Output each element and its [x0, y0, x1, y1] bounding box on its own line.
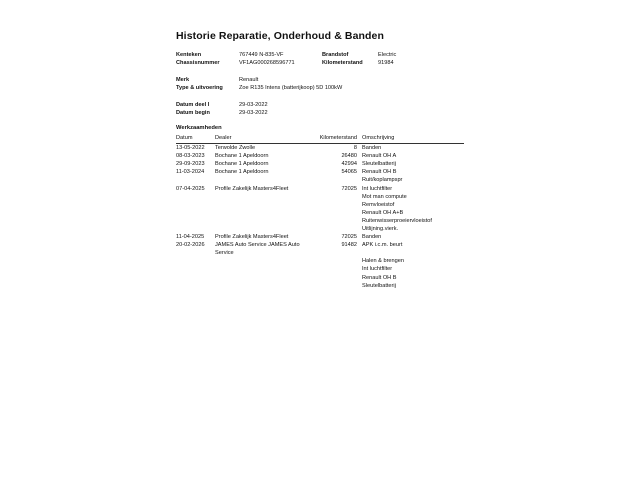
row-dealer: Profile Zakelijk Masters4Fleet [215, 234, 289, 241]
row-omschrijving: Renault OH A [362, 153, 397, 160]
merk-label: Merk [176, 77, 190, 83]
kenteken-label: Kenteken [176, 52, 202, 58]
row-omschrijving: Sleutelbatterij [362, 161, 396, 168]
row-omschrijving: Mot man compute [362, 193, 407, 200]
table-row [176, 242, 464, 291]
row-omschrijving: Int luchtfilter [362, 185, 393, 192]
kenteken-value: 767449 N-835-VF [239, 52, 284, 58]
datum-deel-value: 29-03-2022 [239, 102, 268, 108]
datum-deel-label: Datum deel I [176, 102, 210, 108]
row-kilometerstand: 8 [353, 145, 357, 151]
row-omschrijving: Renault OH B [362, 169, 397, 176]
row-dealer: Terwolde Zwolle [215, 145, 256, 151]
werkzaamheden-table [176, 134, 464, 289]
row-omschrijving: Uitlijning.vierk. [362, 226, 399, 232]
row-datum: 13-05-2022 [176, 145, 205, 151]
row-dealer: Profile Zakelijk Masters4Fleet [215, 185, 289, 192]
brandstof-value: Electric [378, 52, 397, 58]
table-row [176, 234, 464, 242]
row-datum: 20-02-2026 [176, 242, 205, 249]
type-label: Type & uitvoering [176, 85, 223, 91]
table-row [176, 145, 464, 153]
row-omschrijving: Sleutelbatterij [362, 282, 396, 289]
header-kilometerstand: Kilometerstand [319, 135, 357, 141]
header-datum: Datum [176, 135, 193, 141]
row-datum: 08-03-2023 [176, 153, 205, 160]
page-title: Historie Reparatie, Onderhoud & Banden [176, 30, 384, 42]
row-omschrijving: Banden [362, 234, 382, 241]
brandstof-label: Brandstof [322, 52, 349, 58]
row-kilometerstand: 54065 [341, 169, 357, 176]
datum-begin-value: 29-03-2022 [239, 110, 268, 116]
table-row [176, 169, 464, 185]
row-omschrijving: Remvloeistof [362, 201, 395, 208]
row-datum: 11-04-2025 [176, 234, 205, 241]
row-omschrijving: Banden [362, 145, 382, 151]
header-omschrijving: Omschrijving [362, 135, 395, 141]
row-kilometerstand: 91482 [341, 242, 357, 249]
row-dealer: Bochane 1 Apeldoorn [215, 169, 269, 176]
table-row [176, 186, 464, 235]
row-kilometerstand: 72025 [341, 234, 357, 241]
row-dealer: Bochane 1 Apeldoorn [215, 153, 269, 160]
table-row [176, 161, 464, 169]
kilometerstand-value: 91984 [378, 60, 394, 66]
table-row [176, 153, 464, 161]
datum-begin-label: Datum begin [176, 110, 210, 116]
type-value: Zoe R135 Intens (batterijkoop) 5D 100kW [239, 85, 343, 91]
table-header [176, 134, 464, 144]
row-datum: 11-03-2024 [176, 169, 205, 176]
row-dealer: Service [215, 250, 234, 257]
row-kilometerstand: 42994 [341, 161, 357, 168]
row-omschrijving: Ruit/koplampspr [362, 177, 403, 184]
kilometerstand-label: Kilometerstand [322, 60, 363, 66]
row-omschrijving: Ruitenwisserproeiervloeistof [362, 217, 432, 224]
row-omschrijving: Halen & brengen [362, 258, 404, 265]
row-kilometerstand: 26480 [341, 153, 357, 160]
row-dealer: JAMES Auto Service JAMES Auto [215, 242, 300, 249]
row-datum: 07-04-2025 [176, 185, 205, 192]
chassis-value: VF1AG000268596771 [239, 60, 295, 66]
chassis-label: Chassisnummer [176, 60, 220, 66]
row-omschrijving: Int luchtfilter [362, 266, 393, 273]
row-omschrijving: Renault OH B [362, 274, 397, 281]
werkzaamheden-title: Werkzaamheden [176, 125, 222, 131]
row-kilometerstand: 72025 [341, 185, 357, 192]
row-omschrijving: APK i.c.m. beurt [362, 242, 403, 249]
row-datum: 29-09-2023 [176, 161, 205, 168]
row-dealer: Bochane 1 Apeldoorn [215, 161, 269, 168]
merk-value: Renault [239, 77, 259, 83]
header-dealer: Dealer [215, 135, 232, 141]
row-omschrijving: Renault OH A+B [362, 209, 404, 216]
